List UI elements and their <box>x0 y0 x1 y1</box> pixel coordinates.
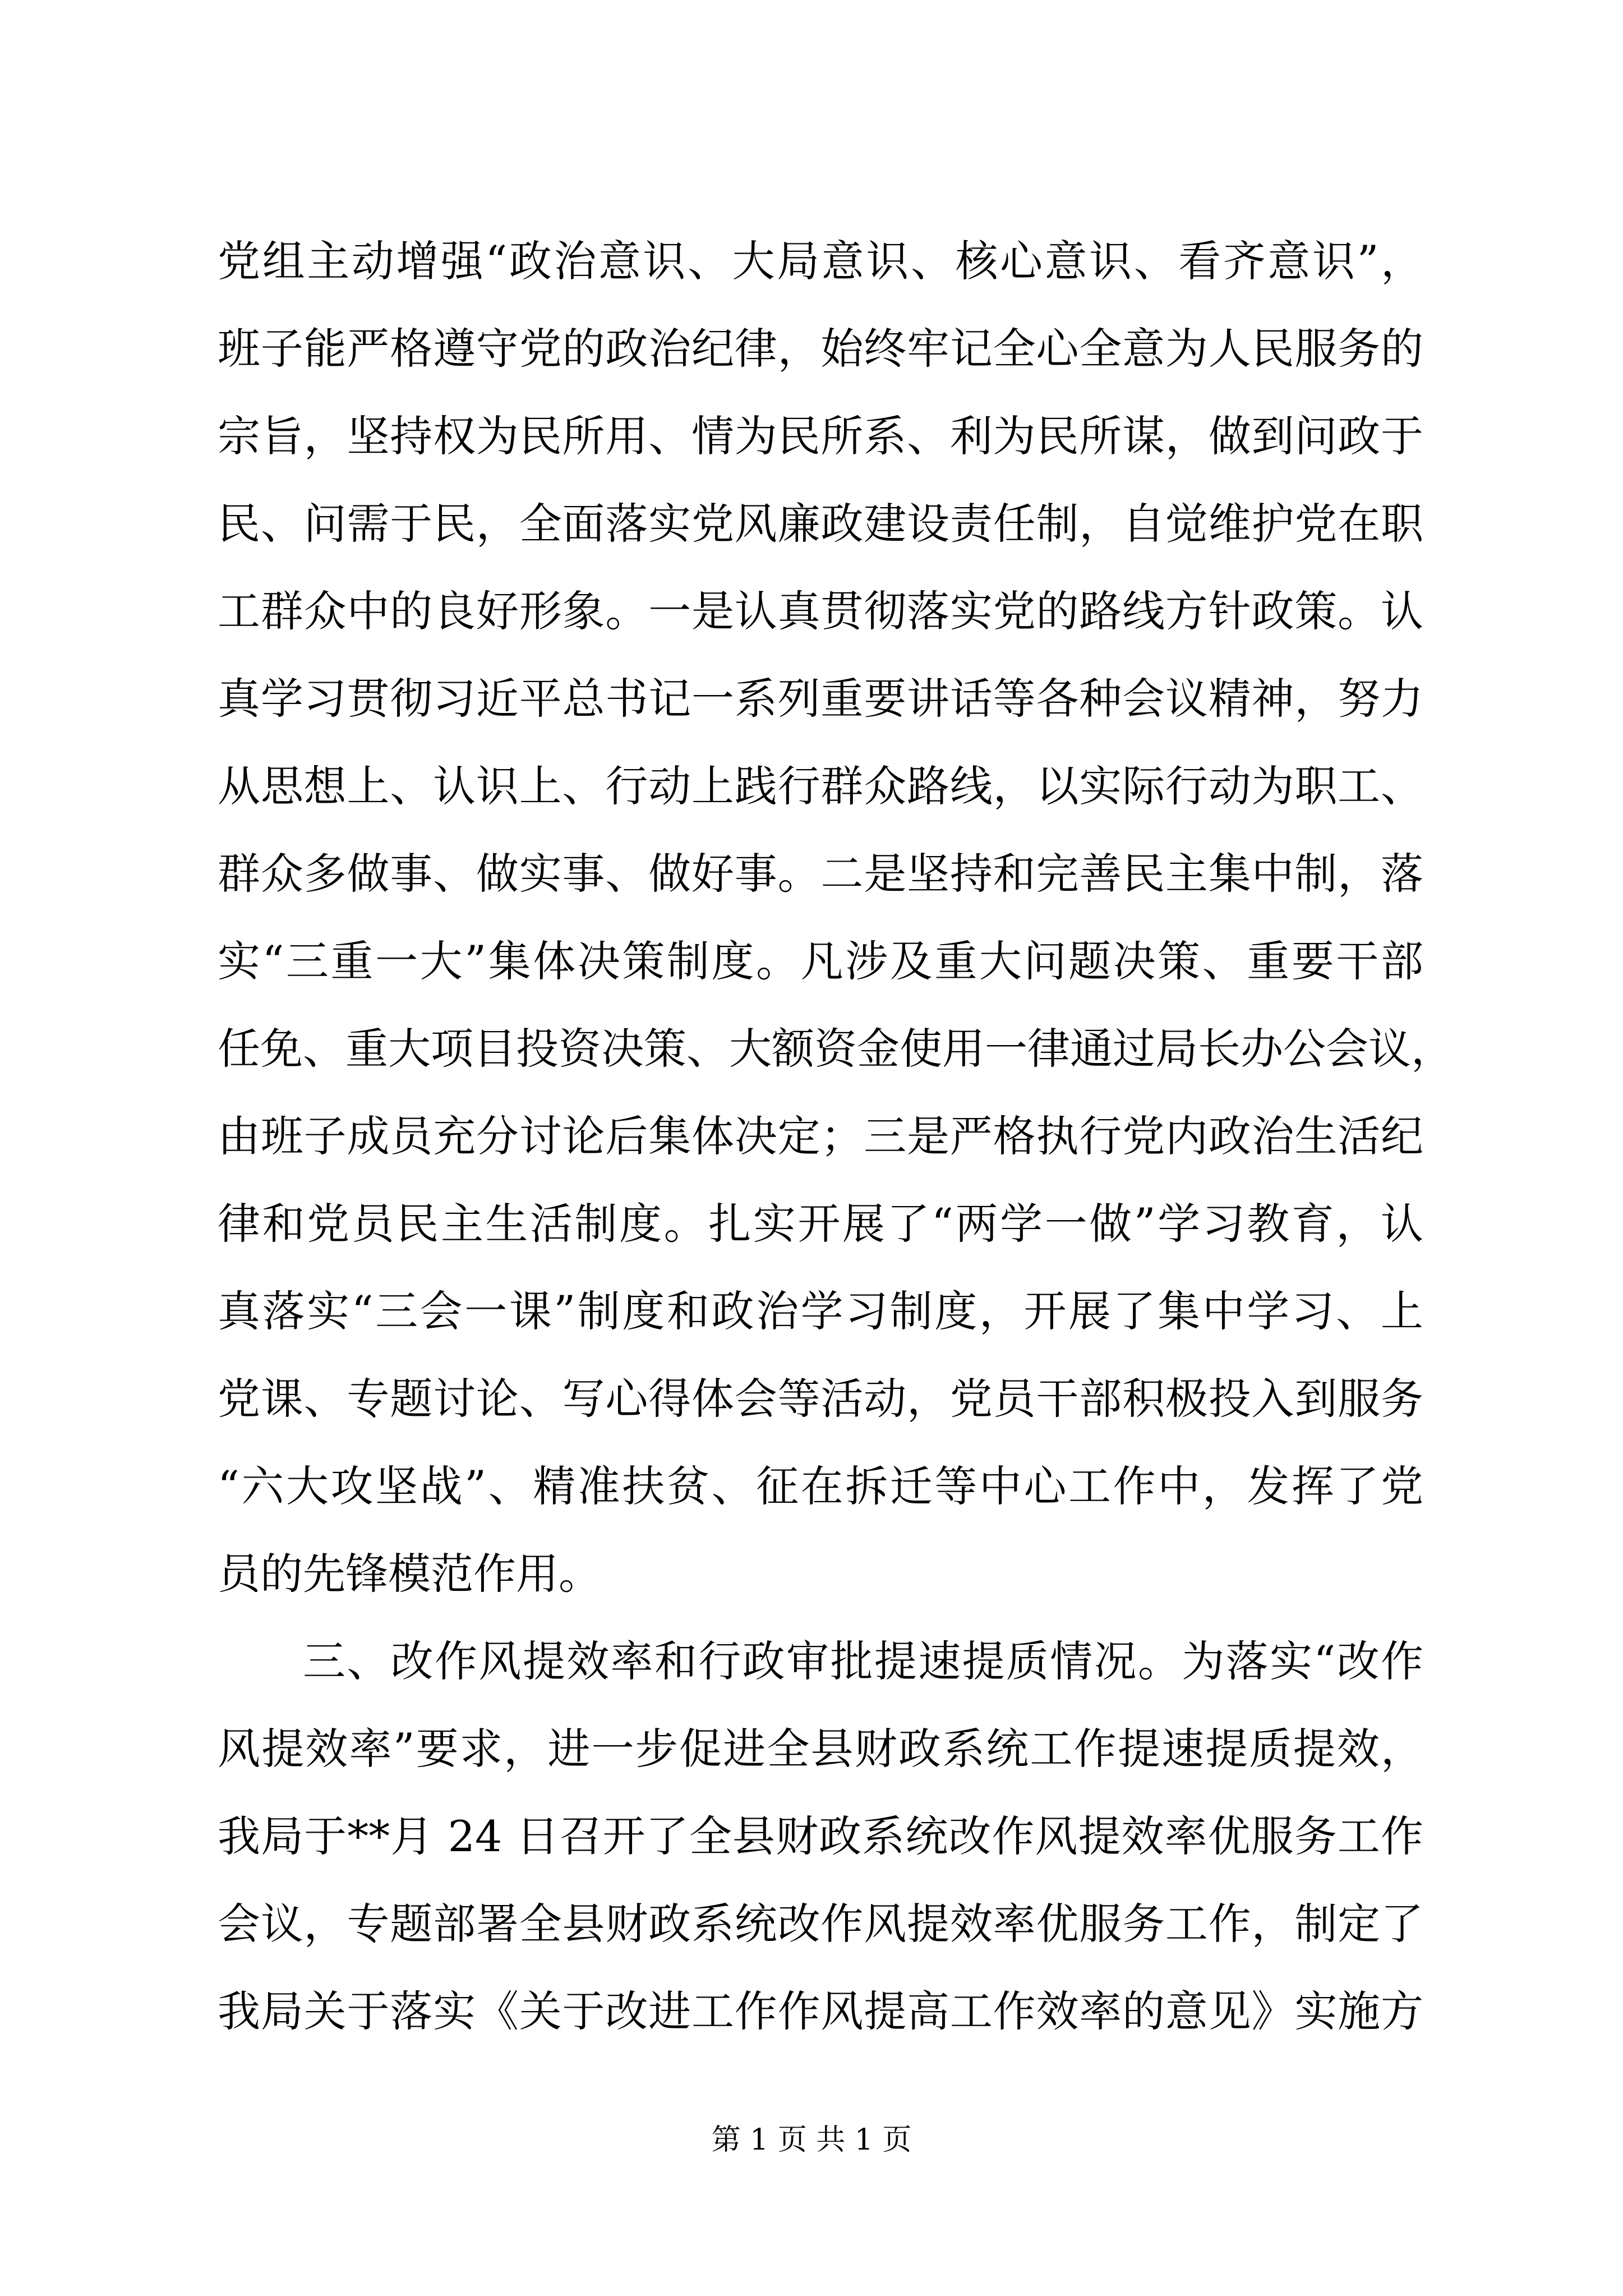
text-line: 群众多做事、做实事、做好事。二是坚持和完善民主集中制，落 <box>218 849 1423 899</box>
text-line: 党课、专题讨论、写心得体会等活动，党员干部积极投入到服务 <box>218 1374 1423 1424</box>
text-line: 真落实“三会一课”制度和政治学习制度，开展了集中学习、上 <box>218 1286 1423 1336</box>
text-line: 民、问需于民，全面落实党风廉政建设责任制，自觉维护党在职 <box>218 499 1423 549</box>
text-line: 会议，专题部署全县财政系统改作风提效率优服务工作，制定了 <box>218 1899 1423 1949</box>
text-line: “六大攻坚战”、精准扶贫、征在拆迁等中心工作中，发挥了党 <box>218 1461 1423 1511</box>
text-line: 实“三重一大”集体决策制度。凡涉及重大问题决策、重要干部 <box>218 936 1423 986</box>
text-line: 工群众中的良好形象。一是认真贯彻落实党的路线方针政策。认 <box>218 586 1423 636</box>
text-line: 宗旨，坚持权为民所用、情为民所系、利为民所谋，做到问政于 <box>218 411 1423 461</box>
text-line: 我局关于落实《关于改进工作作风提高工作效率的意见》实施方 <box>218 1986 1423 2036</box>
text-line: 律和党员民主生活制度。扎实开展了“两学一做”学习教育，认 <box>218 1199 1423 1249</box>
text-line: 员的先锋模范作用。 <box>218 1549 601 1599</box>
text-line: 从思想上、认识上、行动上践行群众路线，以实际行动为职工、 <box>218 761 1423 811</box>
text-line: 风提效率”要求，进一步促进全县财政系统工作提速提质提效， <box>218 1724 1423 1774</box>
text-line: 真学习贯彻习近平总书记一系列重要讲话等各种会议精神，努力 <box>218 674 1423 724</box>
text-line: 党组主动增强“政治意识、大局意识、核心意识、看齐意识”， <box>218 236 1423 286</box>
paragraph-first-line: 三、改作风提效率和行政审批提速提质情况。为落实“改作 <box>303 1636 1423 1686</box>
text-line: 我局于**月 24 日召开了全县财政系统改作风提效率优服务工作 <box>218 1811 1423 1861</box>
page-footer: 第 1 页 共 1 页 <box>711 2123 912 2157</box>
text-line: 班子能严格遵守党的政治纪律，始终牢记全心全意为人民服务的 <box>218 324 1423 374</box>
text-line: 由班子成员充分讨论后集体决定；三是严格执行党内政治生活纪 <box>218 1111 1423 1161</box>
document-body <box>218 218 1454 2055</box>
text-line: 任免、重大项目投资决策、大额资金使用一律通过局长办公会议， <box>218 1024 1454 1074</box>
